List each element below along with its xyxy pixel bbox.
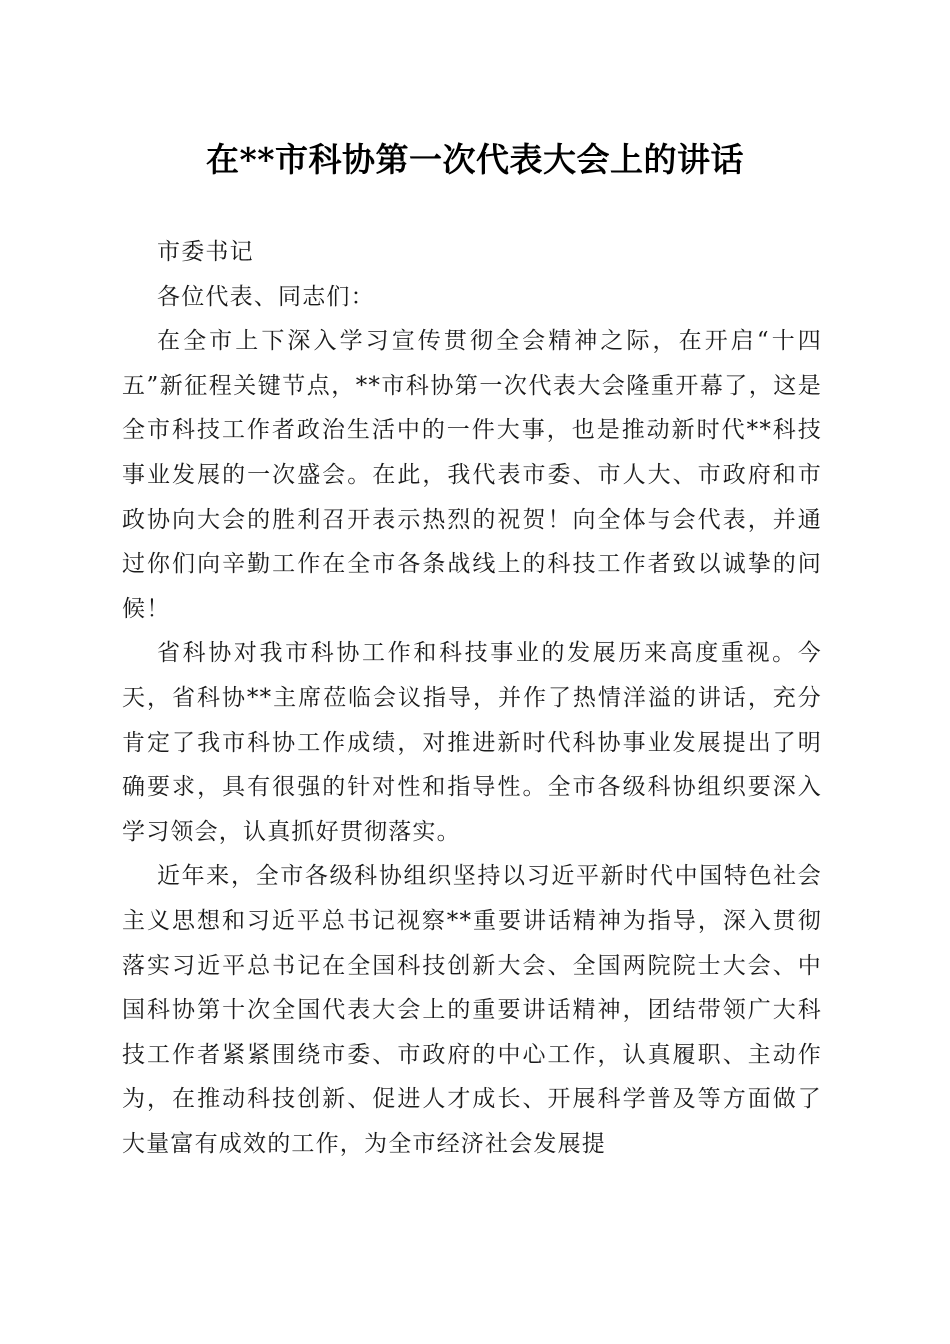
speaker-line: 市委书记 [157,239,254,265]
document-title: 在**市科协第一次代表大会上的讲话 [205,140,744,179]
paragraph: 省科协对我市科协工作和科技事业的发展历来高度重视。今天，省科协**主席莅临会议指导，并作了热情洋溢的讲话，充分肯定了我市科协工作成绩，对推进新时代科协事业发展提出了明确要求，具有很强的针对性和指导性。全市各级科协组织要深入学习领会，认真抓好贯彻落实。 [122,640,822,845]
document-body [122,230,822,1166]
paragraph: 近年来，全市各级科协组织坚持以习近平新时代中国特色社会主义思想和习近平总书记视察**重要讲话精神为指导，深入贯彻落实习近平总书记在全国科技创新大会、全国两院院士大会、中国科协第十次全国代表大会上的重要讲话精神，团结带领广大科技工作者紧紧围绕市委、市政府的中心工作，认真履职、主动作为，在推动科技创新、促进人才成长、开展科学普及等方面做了大量富有成效的工作，为全市经济社会发展提 [122,863,822,1157]
paragraph: 在全市上下深入学习宣传贯彻全会精神之际，在开启“十四五”新征程关键节点，**市科协第一次代表大会隆重开幕了，这是全市科技工作者政治生活中的一件大事，也是推动新时代**科技事业发展的一次盛会。在此，我代表市委、市人大、市政府和市政协向大会的胜利召开表示热烈的祝贺！向全体与会代表，并通过你们向辛勤工作在全市各条战线上的科技工作者致以诚挚的问候！ [122,328,822,622]
salutation-line: 各位代表、同志们： [157,283,375,310]
